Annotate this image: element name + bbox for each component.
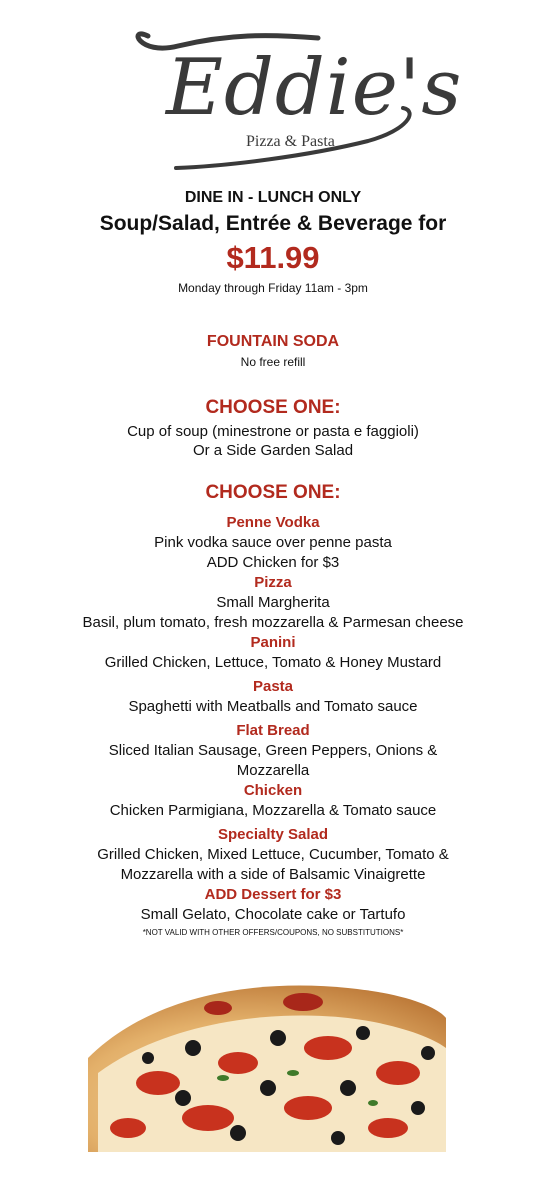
pizza-photo (88, 978, 446, 1152)
item-name: Chicken (243, 782, 303, 799)
entree-penne-vodka (0, 513, 546, 573)
starter-title: CHOOSE ONE: (205, 397, 341, 418)
entree-list (0, 513, 546, 939)
beverage-note: No free refill (240, 355, 306, 369)
service-label: DINE IN - LUNCH ONLY (184, 189, 362, 206)
item-name: Flat Bread (236, 722, 310, 739)
item-name: Pizza (254, 574, 292, 591)
item-desc: Mozzarella with a side of Balsamic Vinaigrette (120, 866, 426, 883)
logo-name: Eddie's (166, 43, 463, 133)
entree-title: CHOOSE ONE: (205, 482, 341, 503)
deal-price: $11.99 (226, 240, 320, 275)
item-addon: ADD Chicken for $3 (206, 554, 340, 571)
item-name: Panini (250, 634, 296, 651)
beverage-title: FOUNTAIN SODA (206, 333, 340, 350)
entree-pizza (0, 573, 546, 633)
starter-option-soup: Cup of soup (minestrone or pasta e faggioli) (127, 423, 419, 440)
logo-graphic (118, 16, 463, 186)
item-desc: Basil, plum tomato, fresh mozzarella & Parmesan cheese (82, 614, 464, 631)
starter-options (0, 422, 546, 460)
disclaimer-note: *NOT VALID WITH OTHER OFFERS/COUPONS, NO SUBSTITUTIONS* (142, 928, 404, 937)
logo-tagline: Pizza & Pasta (246, 133, 335, 150)
item-desc: Pink vodka sauce over penne pasta (154, 534, 392, 551)
item-desc: Small Margherita (216, 594, 330, 611)
deal-headline: Soup/Salad, Entrée & Beverage for (99, 212, 447, 235)
item-desc: Chicken Parmigiana, Mozzarella & Tomato sauce (109, 802, 437, 819)
entree-chicken (0, 781, 546, 821)
item-desc: Mozzarella (236, 762, 310, 779)
item-desc: Spaghetti with Meatballs and Tomato sauce (128, 698, 418, 715)
dessert-addon (0, 885, 546, 925)
restaurant-logo (118, 16, 463, 186)
item-desc: Sliced Italian Sausage, Green Peppers, Onions & (108, 742, 438, 759)
item-desc: Grilled Chicken, Mixed Lettuce, Cucumber, Tomato & (97, 846, 449, 863)
item-name: ADD Dessert for $3 (204, 886, 342, 903)
item-name: Penne Vodka (226, 514, 320, 531)
item-desc: Small Gelato, Chocolate cake or Tartufo (140, 906, 406, 923)
starter-option-salad: Or a Side Garden Salad (192, 442, 354, 459)
item-name: Pasta (252, 678, 294, 695)
pizza-illustration (88, 978, 446, 1152)
entree-pasta (0, 677, 546, 717)
deal-hours: Monday through Friday 11am - 3pm (178, 281, 368, 295)
item-desc: Grilled Chicken, Lettuce, Tomato & Honey Mustard (104, 654, 442, 671)
item-name: Specialty Salad (217, 826, 329, 843)
entree-panini (0, 633, 546, 673)
entree-flat-bread (0, 721, 546, 781)
entree-specialty-salad (0, 825, 546, 885)
